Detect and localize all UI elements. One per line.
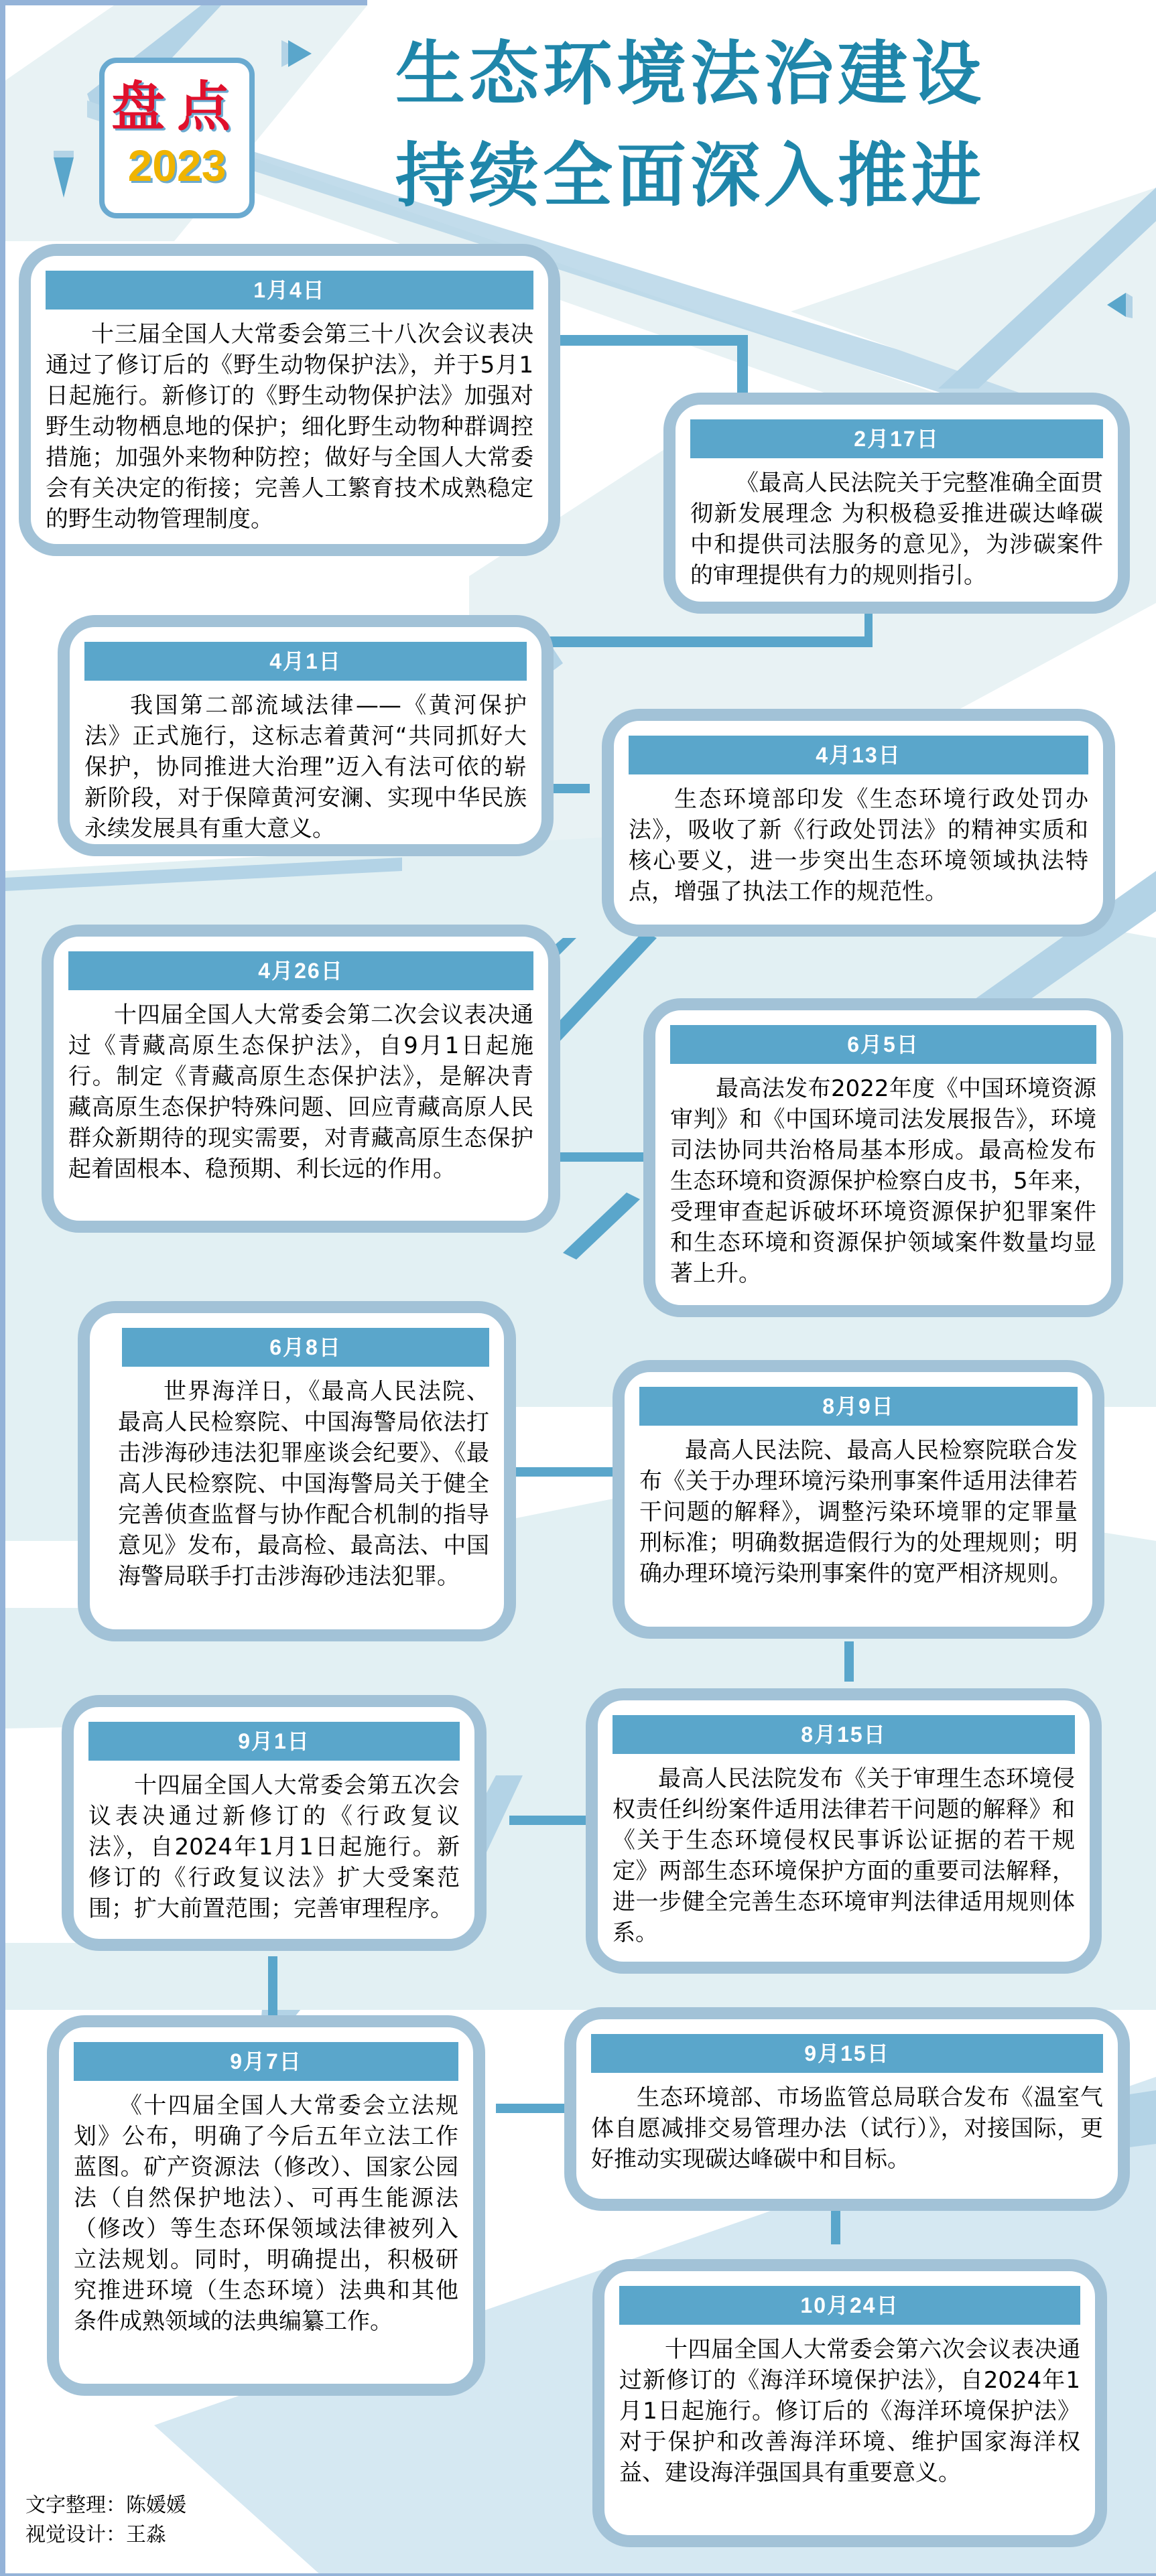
event-date: 9月1日 (88, 1722, 460, 1761)
timeline-card-sep1 (62, 1695, 487, 1951)
event-text: 世界海洋日，《最高人民法院、最高人民检察院、中国海警局依法打击涉海砂违法犯罪座谈会纪要》、《最高人民检察院、中国海警局关于健全完善侦查监督与协作配合机制的指导意见》发布，最高检、最高法、中国海警局联手打击涉海砂违法犯罪。 (118, 1378, 489, 1590)
timeline-card-oct24 (592, 2259, 1107, 2547)
frame-top-border (0, 0, 367, 5)
credit-designer: 视觉设计：王淼 (25, 2523, 166, 2547)
timeline-card-sep7 (47, 2015, 485, 2396)
timeline-card-jun5 (643, 998, 1123, 1317)
event-text: 《最高人民法院关于完整准确全面贯彻新发展理念 为积极稳妥推进碳达峰碳中和提供司法服务的意见》，为涉碳案件的审理提供有力的规则指引。 (690, 470, 1103, 589)
badge-year: 2023 (127, 141, 227, 190)
event-date: 9月15日 (591, 2034, 1103, 2073)
event-date: 9月7日 (74, 2042, 458, 2081)
event-text: 十四届全国人大常委会第六次会议表决通过新修订的《海洋环境保护法》，自2024年1月1日起施行。修订后的《海洋环境保护法》对于保护和改善海洋环境、维护国家海洋权益、建设海洋强国具有重要意义。 (619, 2336, 1080, 2486)
event-text: 最高人民法院、最高人民检察院联合发布《关于办理环境污染刑事案件适用法律若干问题的解释》，调整污染环境罪的定罪量刑标准；明确数据造假行为的处理规则；明确办理环境污染刑事案件的宽严相济规则。 (639, 1437, 1078, 1587)
event-text: 生态环境部、市场监管总局联合发布《温室气体自愿减排交易管理办法（试行）》，对接国际，更好推动实现碳达峰碳中和目标。 (591, 2084, 1103, 2173)
timeline-card-jun8 (78, 1301, 516, 1641)
event-date: 4月13日 (629, 736, 1088, 774)
frame-bottom-border (0, 2573, 1156, 2576)
event-date: 6月5日 (670, 1025, 1096, 1064)
event-text: 十三届全国人大常委会第三十八次会议表决通过了修订后的《野生动物保护法》，并于5月1日起施行。新修订的《野生动物保护法》加强对野生动物栖息地的保护；细化野生动物种群调控措施；加强外来物种防控；做好与全国人大常委会有关决定的衔接；完善人工繁育技术成熟稳定的野生动物管理制度。 (46, 321, 533, 533)
timeline-card-apr1 (58, 615, 554, 856)
event-text: 十四届全国人大常委会第五次会议表决通过新修订的《行政复议法》，自2024年1月1日起施行。新修订的《行政复议法》扩大受案范围；扩大前置范围；完善审理程序。 (88, 1772, 460, 1922)
event-date: 4月1日 (84, 642, 527, 681)
event-date: 4月26日 (68, 951, 533, 990)
credits (25, 2491, 186, 2550)
timeline-card-apr26 (42, 925, 560, 1233)
event-date: 10月24日 (619, 2286, 1080, 2325)
event-date: 2月17日 (690, 419, 1103, 458)
timeline-card-apr13 (602, 709, 1115, 937)
timeline-card-sep15 (564, 2007, 1130, 2211)
event-date: 8月15日 (613, 1715, 1075, 1754)
badge-label: 盘点 (111, 76, 243, 138)
event-date: 8月9日 (639, 1387, 1078, 1426)
event-text: 十四届全国人大常委会第二次会议表决通过《青藏高原生态保护法》，自9月1日起施行。制定《青藏高原生态保护法》，是解决青藏高原生态保护特殊问题、回应青藏高原人民群众新期待的现实需要，对青藏高原生态保护起着固根本、稳预期、利长远的作用。 (68, 1002, 533, 1182)
event-text: 最高人民法院发布《关于审理生态环境侵权责任纠纷案件适用法律若干问题的解释》和《关于生态环境侵权民事诉讼证据的若干规定》两部生态环境保护方面的重要司法解释，进一步健全完善生态环境审判法律适用规则体系。 (613, 1765, 1075, 1946)
event-date: 1月4日 (46, 271, 533, 310)
frame-left-border (0, 0, 5, 2576)
year-badge (99, 58, 255, 218)
event-date: 6月8日 (122, 1328, 489, 1367)
page-title-line1: 生态环境法治建设 (395, 33, 986, 115)
timeline-card-jan4 (19, 244, 560, 556)
event-text: 《十四届全国人大常委会立法规划》公布，明确了今后五年立法工作蓝图。矿产资源法（修改）、国家公园法（自然保护地法）、可再生能源法（修改）等生态环保领域法律被列入立法规划。同时，明确提出，积极研究推进环境（生态环境）法典和其他条件成熟领域的法典编纂工作。 (74, 2092, 458, 2335)
timeline-card-feb17 (663, 393, 1130, 614)
credit-text-editor: 文字整理：陈媛媛 (25, 2494, 186, 2517)
timeline-card-aug15 (586, 1688, 1102, 1974)
event-text: 我国第二部流域法律——《黄河保护法》正式施行，这标志着黄河“共同抓好大保护，协同推进大治理”迈入有法可依的崭新阶段，对于保障黄河安澜、实现中华民族永续发展具有重大意义。 (84, 692, 527, 842)
event-text: 生态环境部印发《生态环境行政处罚办法》，吸收了新《行政处罚法》的精神实质和核心要义，进一步突出生态环境领域执法特点，增强了执法工作的规范性。 (629, 786, 1088, 905)
timeline-card-aug9 (613, 1360, 1104, 1639)
event-text: 最高法发布2022年度《中国环境资源审判》和《中国环境司法发展报告》，环境司法协同共治格局基本形成。最高检发布生态环境和资源保护检察白皮书，5年来，受理审查起诉破坏环境资源保护犯罪案件和生态环境和资源保护领域案件数量均显著上升。 (670, 1075, 1096, 1287)
page-title-line2: 持续全面深入推进 (395, 135, 986, 216)
